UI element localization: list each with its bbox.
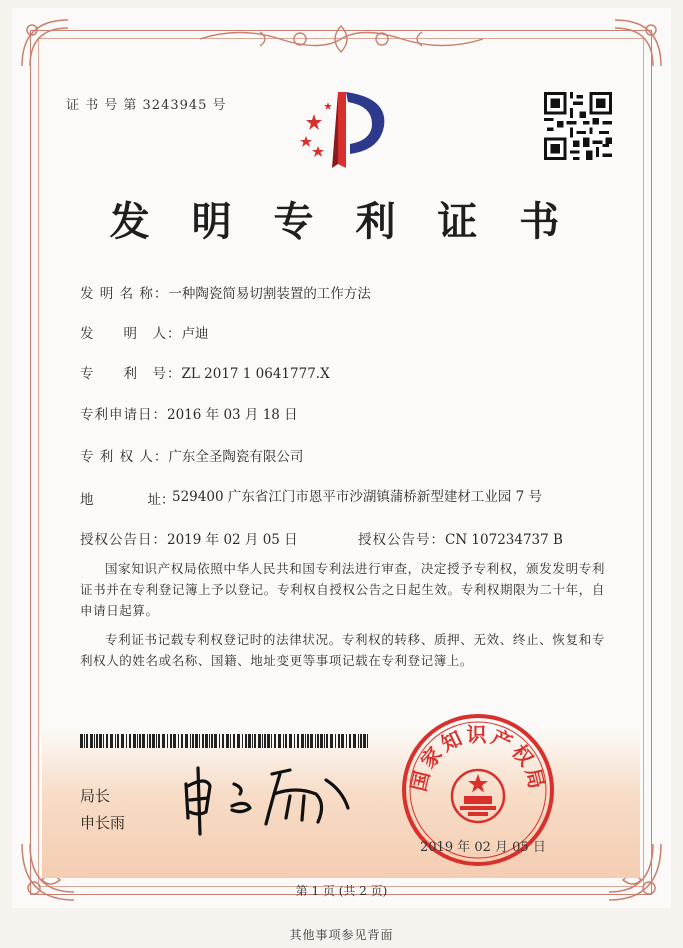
certificate-body: [80, 558, 605, 671]
cnipa-logo-icon: [288, 84, 396, 172]
field-label: 专 利 权 人：: [80, 449, 169, 465]
field-value: 卢迪: [181, 326, 209, 342]
footer-note: 其他事项参见背面: [289, 928, 394, 942]
field-invention-name: [80, 282, 371, 302]
top-ornament-icon: [200, 22, 483, 56]
field-announcement-number: [358, 528, 563, 548]
page-number: 第 1 页 (共 2 页): [295, 884, 388, 898]
corner-ornament-top-left-icon: [18, 16, 72, 70]
field-value: 一种陶瓷简易切割装置的工作方法: [168, 286, 371, 302]
barcode-icon: [80, 734, 370, 748]
field-value: CN 107234737 B: [445, 532, 563, 548]
field-value: ZL 2017 1 0641777.X: [181, 366, 330, 382]
certificate-number: 证 书 号 第 3243945 号: [66, 98, 227, 113]
certificate-title: 发 明 专 利 证 书: [109, 198, 574, 245]
body-paragraph: 专利证书记载专利权登记时的法律状况。专利权的转移、质押、无效、终止、恢复和专利权人的姓名或名称、国籍、地址变更等事项记载在专利登记簿上。: [80, 632, 605, 668]
director-name: 申长雨: [80, 814, 126, 832]
field-patent-number: [80, 362, 330, 382]
field-inventor: [80, 322, 209, 342]
field-label: 发 明 名 称：: [80, 286, 169, 302]
field-address-label: 地 址：: [80, 492, 175, 508]
corner-ornament-top-right-icon: [611, 16, 665, 70]
body-paragraph: 国家知识产权局依照中华人民共和国专利法进行审查，决定授予专利权，颁发发明专利证书并在专利登记簿上予以登记。专利权自授权公告之日起生效。专利权期限为二十年，自申请日起算。: [80, 561, 605, 618]
field-label: 专利申请日：: [80, 407, 167, 423]
seal-text: 国家知识产权局: [406, 722, 550, 794]
qr-code-icon: [544, 92, 612, 160]
field-value: 广东全圣陶瓷有限公司: [168, 449, 304, 465]
seal-date: 2019 年 02 月 05 日: [420, 840, 546, 855]
field-value: 2016 年 03 月 18 日: [167, 407, 298, 423]
field-value: 2019 年 02 月 05 日: [167, 532, 298, 548]
field-address-value: 529400 广东省江门市恩平市沙湖镇蒲桥新型建材工业园 7 号: [172, 489, 542, 505]
director-signature-icon: [176, 760, 356, 836]
field-label: 发 明 人：: [80, 326, 182, 342]
field-label: 专 利 号：: [80, 366, 182, 382]
director-title: 局长: [80, 787, 111, 805]
field-application-date: [80, 403, 298, 423]
field-label: 授权公告号：: [358, 532, 445, 548]
field-patentee: [80, 445, 303, 465]
field-announcement-date: [80, 528, 298, 548]
field-label: 授权公告日：: [80, 532, 167, 548]
